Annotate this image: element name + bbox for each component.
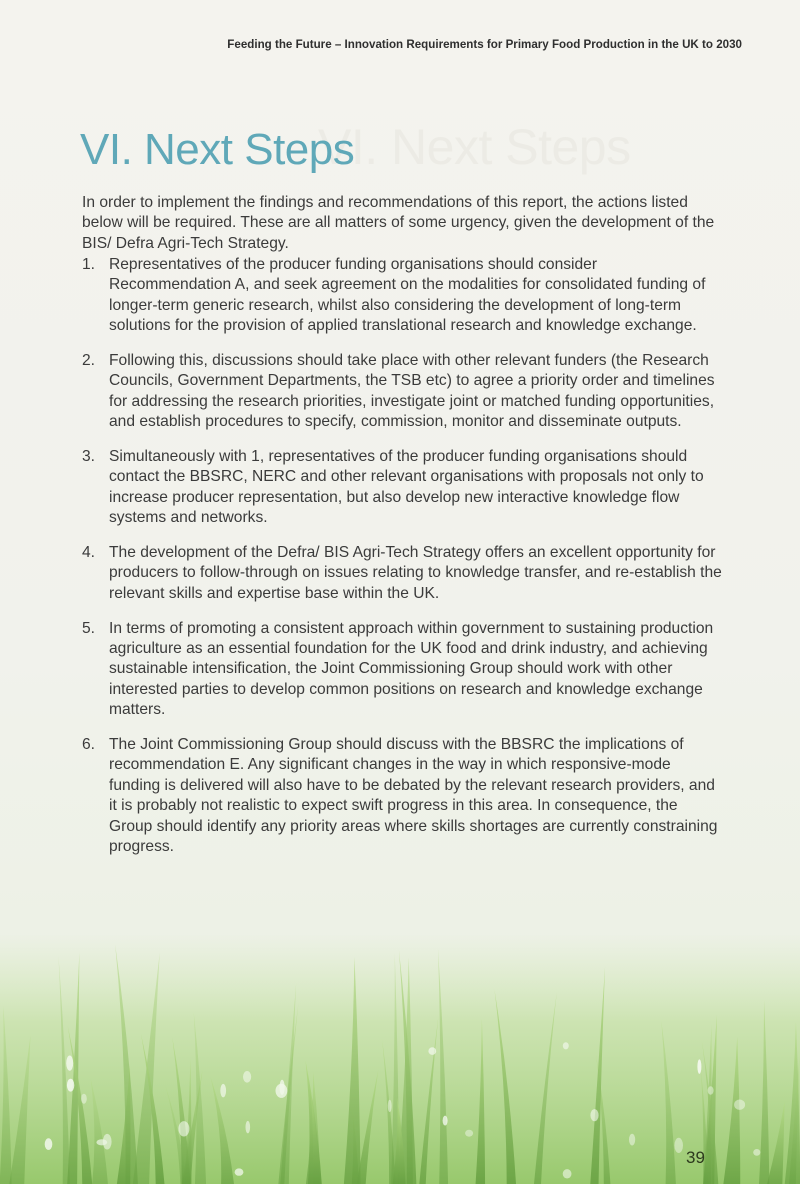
page-number: 39 bbox=[686, 1148, 705, 1167]
list-item bbox=[82, 735, 722, 857]
list-item-text: Simultaneously with 1, representatives of the producer funding organisations should contact the BBSRC, NERC and other relevant organisations with proposals not only to increase producer representation, but also develop new interactive knowledge flow systems and networks. bbox=[109, 448, 704, 527]
list-item bbox=[82, 543, 722, 604]
list-item-text: Following this, discussions should take place with other relevant funders (the Research Councils, Government Departments, the TSB etc) to agree a priority order and timelines for addressing the research priorities, investigate joint or matched funding opportunities, and establish procedures to specify, commission, monitor and disseminate outputs. bbox=[109, 352, 715, 431]
list-item-number: 2. bbox=[82, 352, 96, 370]
next-steps-list bbox=[82, 255, 722, 872]
list-item bbox=[82, 447, 722, 529]
list-item-number: 1. bbox=[82, 256, 96, 273]
list-item-number: 3. bbox=[82, 448, 96, 466]
list-item-text: The development of the Defra/ BIS Agri-Tech Strategy offers an excellent opportunity for producers to follow-through on issues relating to knowledge transfer, and re-establish the relevant skills and expertise base within the UK. bbox=[109, 544, 722, 602]
watermark-title: VI. Next Steps bbox=[318, 119, 631, 175]
list-item-text: The Joint Commissioning Group should discuss with the BBSRC the implications of recommendation E. Any significant changes in the way in which responsive-mode funding is delivered will also have to be debated by the relevant research providers, and it is probably not realistic to expect swift progress in this area. In consequence, the Group should identify any priority areas where skills shortages are currently constraining progress. bbox=[109, 736, 718, 856]
list-item-number: 4. bbox=[82, 544, 96, 562]
running-header: Feeding the Future – Innovation Requirements for Primary Food Production in the UK to 2030 bbox=[227, 38, 742, 51]
list-item-text: Representatives of the producer funding organisations should consider Recommendation A, and seek agreement on the modalities for consolidated funding of longer-term generic research, whilst also considering the development of long-term solutions for the provision of applied translational research and knowledge exchange. bbox=[109, 256, 706, 335]
list-item bbox=[82, 619, 722, 721]
intro-paragraph: In order to implement the findings and recommendations of this report, the actions listed below will be required. These are all matters of some urgency, given the development of the BIS/ Defra Agri-Tech Strategy. bbox=[82, 194, 715, 252]
list-item bbox=[82, 351, 722, 433]
page-title: VI. Next Steps bbox=[80, 125, 355, 174]
list-item-number: 5. bbox=[82, 619, 96, 637]
list-item-number: 6. bbox=[82, 736, 96, 754]
list-item-text: In terms of promoting a consistent approach within government to sustaining production agriculture as an essential foundation for the UK food and drink industry, and achieving sustainable intensification, the Joint Commissioning Group should work with other interested parties to develop common positions on research and knowledge exchange matters. bbox=[109, 619, 714, 719]
grass-photo-illustration bbox=[0, 934, 800, 1184]
list-item bbox=[82, 255, 722, 337]
